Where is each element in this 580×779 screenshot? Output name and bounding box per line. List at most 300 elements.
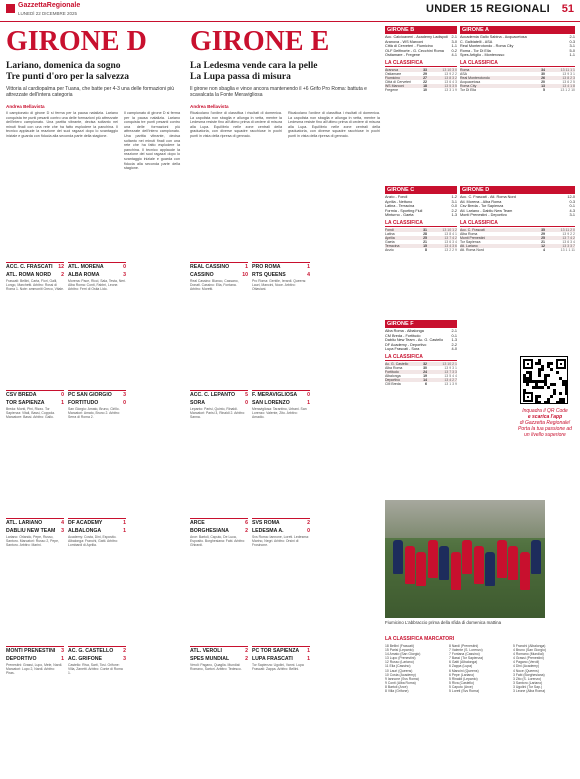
photo-background xyxy=(385,500,545,538)
match-report: Lepanto: Parisi, Quinto, Rinaldi. Marcatori: Parisi 3, Rinaldi 2. Arbitro: Sanna. xyxy=(190,407,246,420)
group-title: GIRONE F xyxy=(385,320,457,328)
result-match: Atl. Morena - Alba Roma xyxy=(460,199,502,204)
away-team: ALBA ROMA xyxy=(68,272,100,278)
away-score: 1 xyxy=(307,656,310,662)
match-box xyxy=(6,390,64,420)
away-score: 0 xyxy=(307,528,310,534)
result-match: Accademia Gallo Sabina - Acquacetosa xyxy=(460,35,527,39)
standing-group xyxy=(460,186,575,252)
team-points: 25 xyxy=(541,235,545,240)
result-score: 2-1 xyxy=(451,329,457,333)
team-stats: 13 6 2 5 xyxy=(562,79,575,84)
scorer-entry: 4 Dini (Academy) xyxy=(513,664,540,669)
player-figure xyxy=(462,540,472,574)
qr-module xyxy=(550,362,553,365)
away-score: 0 xyxy=(123,400,126,406)
player-figure xyxy=(416,552,426,586)
home-team: PC SAN GIORGIO xyxy=(68,392,112,398)
away-team: LUPA FRASCATI xyxy=(252,656,293,662)
away-team: SORA xyxy=(190,400,205,406)
team-name: Aprilia xyxy=(385,235,395,240)
match-box xyxy=(190,390,248,420)
match-away-row xyxy=(6,271,64,279)
match-report: Breda: Monti, Pini, Rizzo. Tor Sapienza: Vitali, Bassi, Coppola. Marcatore: Bassi. Arbitro: Gallo. xyxy=(6,407,55,420)
match-report: Morena: Pace, Ricci, Sala, Testa, Neri. Alba Roma: Conti, Fabbri, Leone. Arbitro: Ferri di Ostia Lido. xyxy=(68,279,126,292)
result-score: 0-3 xyxy=(569,199,575,204)
scorer-entry: 6 Gatti (Albalonga) xyxy=(449,660,478,665)
girone-d-title: GIRONE D xyxy=(6,26,147,57)
match-home-row xyxy=(190,263,248,271)
scorer-entry: 3 Santoro (Lariano) xyxy=(513,680,543,685)
qr-module xyxy=(526,383,529,386)
scorer-entry: 4 Bruno (San Giorgio) xyxy=(513,648,546,653)
match-box xyxy=(6,646,64,676)
qr-module xyxy=(559,392,562,395)
result-score: 0-1 xyxy=(569,204,575,209)
away-team: SPES MUNDIAL xyxy=(190,656,230,662)
scorer-entry: 4 Romano (Mundial) xyxy=(513,652,544,657)
result-match: Monti Prenestini - Deportivo xyxy=(460,213,507,218)
player-figure xyxy=(531,540,541,574)
team-photo xyxy=(385,500,545,618)
team-name: Acc. C. Frascati xyxy=(460,227,485,232)
team-points: 21 xyxy=(541,239,545,244)
scorer-entry: 6 Pepe (Lariano) xyxy=(449,672,475,677)
team-points: 30 xyxy=(423,365,427,370)
table-row xyxy=(385,382,457,386)
newspaper-logo-icon xyxy=(6,4,15,13)
home-team: SVS ROMA xyxy=(252,520,280,526)
scorer-entry: 4 Grassi (Prenestini) xyxy=(513,656,544,661)
qr-finder xyxy=(523,359,533,369)
girone-d-headline-1: Lariano, domenica da sogno xyxy=(6,61,121,71)
team-stats: 13 10 3 0 xyxy=(442,67,457,72)
team-points: 35 xyxy=(541,227,545,232)
newspaper-logo: GazzettaRegionale xyxy=(18,2,81,9)
match-box xyxy=(6,518,64,548)
result-match: Real Monterotondo - Roma City xyxy=(460,44,514,49)
qr-module xyxy=(565,392,568,395)
away-score: 3 xyxy=(123,656,126,662)
scorer-entry: 7 Valente (S. Lorenzo) xyxy=(449,648,483,653)
qr-module xyxy=(547,374,550,377)
away-score: 1 xyxy=(123,528,126,534)
app-promo-line-3: di Gazzetta Regionale! xyxy=(519,420,571,426)
home-score: 3 xyxy=(61,648,64,654)
girone-d-summary: Vittoria al cardiopalma per Tuana, che batte per 4-3 una delle formazioni più attrezzate dell'intera categoria xyxy=(6,86,175,98)
home-team: ATL. MORENA xyxy=(68,264,104,270)
girone-d-article-col1: Il campionato di girone D si ferma per la pausa natalizia. Lariano conquista tre punti pesanti contro una delle formazioni più attrezzate dell'intero campionato. Una partita vibrante, decisa soltanto nei minuti finali con una rete che ha fatto esplodere la panchina. Il tecnico applaude la reazione dei suoi ragazzi dopo lo svantaggio iniziale e guarda con fiducia alla seconda parte della stagione. xyxy=(6,111,118,138)
team-name: Fregene xyxy=(385,87,399,92)
match-home-row xyxy=(190,519,248,527)
team-stats: 13 6 3 4 xyxy=(562,239,575,244)
scorer-entry: 9 Iannone (Svs Roma) xyxy=(385,676,419,681)
team-points: 25 xyxy=(423,235,427,240)
team-name: Atl. Lariano xyxy=(460,243,478,248)
scorers-table xyxy=(385,636,575,694)
result-score: 4-3 xyxy=(569,208,575,213)
match-away-row xyxy=(190,655,248,663)
team-points: 14 xyxy=(423,377,427,382)
team-points: 24 xyxy=(423,369,427,374)
match-home-row xyxy=(68,391,126,399)
result-match: Anzio - Fondi xyxy=(385,195,408,199)
result-match: Città di Cerveteri - Fiumicino xyxy=(385,44,433,49)
match-away-row xyxy=(6,527,64,535)
away-score: 3 xyxy=(123,272,126,278)
result-score: 3-1 xyxy=(451,199,457,204)
team-stats: 13 1 3 9 xyxy=(444,381,457,386)
home-team: REAL CASSINO xyxy=(190,264,230,270)
team-points: 12 xyxy=(541,243,545,248)
team-stats: 13 7 3 3 xyxy=(444,369,457,374)
home-team: MONTI PRENESTINI xyxy=(6,648,56,654)
home-team: ATL. LARIANO xyxy=(6,520,43,526)
result-row xyxy=(460,213,575,218)
scorer-entry: 10 Lauri (Queens) xyxy=(385,668,413,673)
scorer-entry: 6 Zappa (Lupa) xyxy=(449,664,473,669)
qr-module xyxy=(556,371,559,374)
team-name: Albalonga xyxy=(385,373,401,378)
player-figure xyxy=(520,552,530,590)
qr-module xyxy=(538,374,541,377)
player-figure xyxy=(439,546,449,580)
home-score: 2 xyxy=(245,648,248,654)
player-figure xyxy=(497,540,507,578)
scorer-entry: 5 Rinaldi (Lepanto) xyxy=(449,676,478,681)
match-away-row xyxy=(190,527,248,535)
standings-table xyxy=(460,228,575,252)
qr-module xyxy=(538,401,541,404)
scorer-entry: 4 Pagano (Veroli) xyxy=(513,660,540,665)
standing-group xyxy=(385,320,457,386)
result-match: Aranova - WS Marconi xyxy=(385,39,424,44)
group-title: GIRONE C xyxy=(385,186,457,194)
match-home-row xyxy=(68,519,126,527)
qr-module xyxy=(547,386,550,389)
result-score: 1-2 xyxy=(451,195,457,199)
result-match: Formia - Sporting Fiuli xyxy=(385,208,423,213)
standings-table xyxy=(385,68,457,92)
team-name: Fiumicino xyxy=(385,75,400,80)
away-score: 3 xyxy=(61,528,64,534)
match-away-row xyxy=(252,527,310,535)
result-score: 5-0 xyxy=(569,48,575,53)
home-score: 4 xyxy=(61,520,64,526)
match-report: Veroli: Pagano, Quaglia. Mundial: Romano, Sartori. Arbitro: Tedesco. xyxy=(190,663,242,672)
team-name: Città di Cerveteri xyxy=(385,79,412,84)
issue-date: LUNEDÌ 22 DICEMBRE 2025 xyxy=(18,11,78,16)
team-name: Acquacetosa xyxy=(460,79,481,84)
team-stats: 13 7 4 2 xyxy=(562,235,575,240)
match-report: Real Cassino: Bianco, Cassano, Donati. Cassino: Elia, Fontana. Arbitro: Moretti. xyxy=(190,279,239,292)
qr-module xyxy=(541,368,544,371)
player-figure xyxy=(485,552,495,586)
qr-module xyxy=(562,401,565,404)
result-score: 0-3 xyxy=(569,39,575,44)
scorer-entry: 11 Elia (Cassino) xyxy=(385,664,411,669)
match-away-row xyxy=(190,271,248,279)
home-team: ACC. C. LEPANTO xyxy=(190,392,236,398)
away-team: LEDESMA A. xyxy=(252,528,284,534)
team-stats: 13 4 3 6 xyxy=(444,243,457,248)
page-number: 51 xyxy=(561,3,574,15)
app-promo-line-2: e scarica l'app xyxy=(527,414,563,420)
match-report: Tor Sapienza: Ugolini, Vanni. Lupa Frascati: Zappa. Arbitro: Bellini. xyxy=(252,663,304,672)
app-promo-line-5: un livello superiore xyxy=(524,432,566,438)
team-points: 4 xyxy=(543,247,545,252)
standings-title: LA CLASSIFICA xyxy=(460,60,575,67)
photo-caption: Fiumicino L'abbraccio prima della sfida di domenica mattina xyxy=(385,620,502,625)
team-stats: 13 8 4 1 xyxy=(444,231,457,236)
team-stats: 13 9 2 2 xyxy=(444,71,457,76)
team-name: Roma City xyxy=(460,83,477,88)
match-away-row xyxy=(252,655,310,663)
home-team: ACC. C. FRASCATI xyxy=(6,264,53,270)
home-team: PRO ROMA xyxy=(252,264,281,270)
match-box xyxy=(252,262,310,292)
result-match: Spes Artiglio - Monterosso xyxy=(460,53,505,58)
team-stats: 13 3 3 7 xyxy=(562,243,575,248)
girone-e-title: GIRONE E xyxy=(190,26,330,57)
result-score: 0-2 xyxy=(451,48,457,53)
scorers-column-3 xyxy=(513,644,575,693)
match-report: Prenestini: Grassi, Lupo, Mele, Nardi. Marcatori: Lupo 2, Nardi. Arbitro: Piras. xyxy=(6,663,63,676)
result-score: 4-1 xyxy=(451,53,457,58)
team-name: Tor Sapienza xyxy=(460,239,481,244)
team-stats: 13 6 3 4 xyxy=(444,239,457,244)
match-box xyxy=(68,646,126,676)
group-title: GIRONE B xyxy=(385,26,457,34)
match-home-row xyxy=(68,647,126,655)
team-points: 22 xyxy=(423,79,427,84)
match-home-row xyxy=(190,391,248,399)
away-team: ATL. ROMA NORD xyxy=(6,272,51,278)
team-stats: 13 8 3 2 xyxy=(444,75,457,80)
team-name: CM Breda xyxy=(385,381,401,386)
team-name: Fondi xyxy=(385,227,394,232)
home-team: PC TOR SAPIENZA xyxy=(252,648,300,654)
away-team: DABLIU NEW TEAM xyxy=(6,528,56,534)
team-name: Roma xyxy=(460,67,470,72)
team-name: ASA xyxy=(460,71,468,76)
home-team: AC. G. CASTELLO xyxy=(68,648,114,654)
scorer-entry: 18 Bellini (Frascati) xyxy=(385,644,415,648)
home-score: 1 xyxy=(245,264,248,270)
result-score: 1-1 xyxy=(569,53,575,58)
scorer-entry: 9 Conti (Alba Roma) xyxy=(385,680,416,685)
away-team: FORTITUDO xyxy=(68,400,99,406)
team-stats: 13 10 2 1 xyxy=(442,361,457,366)
team-points: 29 xyxy=(423,71,427,76)
away-team: TOR SAPIENZA xyxy=(6,400,45,406)
qr-module xyxy=(553,383,556,386)
match-away-row xyxy=(68,655,126,663)
girone-e-headline-2: La Lupa passa di misura xyxy=(190,72,291,82)
app-promo-line-1: Inquadra il QR Code xyxy=(522,408,568,414)
team-stats: 13 7 4 2 xyxy=(444,235,457,240)
section-title: UNDER 15 REGIONALI xyxy=(426,3,550,15)
team-name: Anzio xyxy=(385,247,394,252)
away-score: 2 xyxy=(245,656,248,662)
match-home-row xyxy=(6,647,64,655)
qr-finder-core xyxy=(527,363,529,365)
away-team: BORGHESIANA xyxy=(190,528,229,534)
scorers-column-1 xyxy=(385,644,447,693)
result-match: Minturno - Gaeta xyxy=(385,213,414,218)
home-score: 0 xyxy=(123,264,126,270)
team-points: 32 xyxy=(423,361,427,366)
away-score: 0 xyxy=(245,400,248,406)
result-match: Dabliu New Team - Ac. G. Castello xyxy=(385,338,444,343)
qr-module xyxy=(538,395,541,398)
result-row xyxy=(460,53,575,58)
qr-code-icon[interactable] xyxy=(520,356,568,404)
team-stats: 13 5 3 5 xyxy=(444,83,457,88)
scorer-entry: 5 Loreti (Svs Roma) xyxy=(449,689,480,694)
team-points: 29 xyxy=(541,231,545,236)
team-name: Terracina xyxy=(385,243,400,248)
team-points: 27 xyxy=(423,75,427,80)
scorer-entry: 7 Bassi (Tor Sapienza) xyxy=(449,656,484,661)
match-home-row xyxy=(6,519,64,527)
match-box xyxy=(190,262,248,292)
scorer-entry: 8 Bartoli (Arce) xyxy=(385,684,408,689)
scorer-entry: 14 Amato (San Giorgio) xyxy=(385,652,421,657)
home-score: 6 xyxy=(245,520,248,526)
home-score: 1 xyxy=(307,264,310,270)
qr-module xyxy=(550,368,553,371)
result-match: Acc. Calcioaveni - Academy Ladispoli xyxy=(385,35,449,39)
team-name: Tor Di Ella xyxy=(460,87,476,92)
player-figure xyxy=(508,546,518,580)
result-match: Latina - Terracina xyxy=(385,204,415,209)
match-box xyxy=(68,262,126,292)
result-row xyxy=(385,53,457,58)
team-stats: 13 3 1 9 xyxy=(444,87,457,92)
home-score: 12 xyxy=(58,264,64,270)
qr-finder-core xyxy=(527,396,529,398)
team-name: Atl. Roma Nord xyxy=(460,247,484,252)
qr-finder-core xyxy=(560,363,562,365)
match-report: Pro Roma: Gentile, Ierardi. Queens: Lauri, Mancini, Noce. Arbitro: Ottaviani. xyxy=(252,279,307,292)
result-score: 3-0 xyxy=(451,39,457,44)
team-stats: 13 2 2 9 xyxy=(444,247,457,252)
scorer-entry: 13 Lupo (Prenestini) xyxy=(385,656,416,661)
team-name: Real Monterotondo xyxy=(460,75,490,80)
standing-group xyxy=(385,26,457,92)
girone-d-headline-2: Tre punti d'oro per la salvezza xyxy=(6,72,130,82)
away-team: ALBALONGA xyxy=(68,528,102,534)
match-report: Castello: Riva, Sarti, Tosi. Grifone: Villa, Zanetti. Arbitro: Conte di Roma 1. xyxy=(68,663,123,676)
result-score: 4-0 xyxy=(451,347,457,352)
team-stats: 13 9 3 1 xyxy=(444,365,457,370)
match-away-row xyxy=(6,399,64,407)
home-team: DF ACADEMY xyxy=(68,520,103,526)
team-points: 10 xyxy=(423,87,427,92)
team-points: 30 xyxy=(541,71,545,76)
result-score: 0-0 xyxy=(451,204,457,209)
match-box xyxy=(252,646,310,671)
match-report: San Giorgio: Amato, Bruno, Cirillo. Marcatori: Amato, Bruno 2. Arbitro: Serra di Roma 2. xyxy=(68,407,121,420)
team-stats: 13 10 1 2 xyxy=(442,227,457,232)
scorer-entry: 5 Franchi (Albalonga) xyxy=(513,644,546,648)
result-match: DF Academy - Deportivo xyxy=(385,342,427,347)
home-team: ARCE xyxy=(190,520,205,526)
result-match: C. Galbiatelli - ASA xyxy=(460,39,493,44)
team-points: 5 xyxy=(543,87,545,92)
qr-finder xyxy=(556,359,566,369)
home-score: 5 xyxy=(245,392,248,398)
home-team: F. MERAVIGLIOSA xyxy=(252,392,298,398)
standings-table xyxy=(385,362,457,386)
away-score: 1 xyxy=(61,656,64,662)
team-stats: 13 9 3 1 xyxy=(562,71,575,76)
match-report: Meravigliosa: Tarantino, Urbani. San Lorenzo: Valente, Zito. Arbitro: Amadio. xyxy=(252,407,307,420)
girone-e-byline: Andrea Bellavista xyxy=(190,104,229,109)
team-points: 18 xyxy=(423,83,427,88)
team-points: 28 xyxy=(423,231,427,236)
group-title: GIRONE A xyxy=(460,26,575,34)
girone-e-article-col2: Ricalcolano l'ordine di classifica i risultati di domenica. La capolista non sbaglia e allunga in vetta, mentre la Ledesma resiste fino all'ultimo prima di cedere di misura alla Lupa. Equilibrio nelle zone centrali della graduatoria, con diverse squadre racchiuse in pochi punti in vista della ripresa di gennaio. xyxy=(288,111,380,138)
masthead xyxy=(0,0,580,22)
match-away-row xyxy=(68,399,126,407)
standing-group xyxy=(385,186,457,252)
player-figure xyxy=(405,546,415,584)
result-score: 2-1 xyxy=(569,35,575,39)
standings-table xyxy=(460,68,575,92)
result-score: 2-1 xyxy=(451,35,457,39)
match-away-row xyxy=(252,271,310,279)
match-away-row xyxy=(6,655,64,663)
team-stats: 13 9 2 2 xyxy=(562,231,575,236)
scorer-entry: 8 Villa (Grifone) xyxy=(385,689,409,694)
team-points: 21 xyxy=(423,239,427,244)
scorer-entry: 5 Caputo (Arce) xyxy=(449,684,473,689)
scorer-entry: 4 Noce (Queens) xyxy=(513,668,539,673)
result-score: 12-0 xyxy=(567,195,575,199)
team-stats: 13 4 1 8 xyxy=(562,83,575,88)
standings-title: LA CLASSIFICA xyxy=(385,220,457,227)
team-points: 20 xyxy=(541,79,545,84)
team-stats: 13 4 2 7 xyxy=(444,377,457,382)
match-home-row xyxy=(190,647,248,655)
team-name: Fortitudo xyxy=(385,369,399,374)
match-home-row xyxy=(252,263,310,271)
away-score: 10 xyxy=(242,272,248,278)
match-home-row xyxy=(252,647,310,655)
match-report: Svs Roma: Iannone, Loreti. Ledesma: Marino, Negri. Arbitro: Orsini di Frosinone. xyxy=(252,535,309,548)
home-score: 1 xyxy=(123,520,126,526)
match-box xyxy=(252,518,310,548)
team-name: Aranova xyxy=(385,67,399,72)
away-score: 2 xyxy=(245,528,248,534)
group-title: GIRONE D xyxy=(460,186,575,194)
away-team: SAN LORENZO xyxy=(252,400,290,406)
result-row xyxy=(385,213,457,218)
home-score: 2 xyxy=(123,648,126,654)
table-row xyxy=(385,248,457,252)
team-name: WS Marconi xyxy=(385,83,405,88)
match-away-row xyxy=(68,271,126,279)
team-name: Gaeta xyxy=(385,239,395,244)
app-promo-line-4: Porta la tua passione ad xyxy=(518,426,572,432)
result-match: OLF Delfinorte - G. Cecchini Roma xyxy=(385,48,444,53)
team-name: Ac. G. Castello xyxy=(385,361,409,366)
scorer-entry: 8 Nardi (Prenestini) xyxy=(449,644,479,648)
player-figure xyxy=(393,540,403,574)
girone-e-headline xyxy=(190,61,380,83)
